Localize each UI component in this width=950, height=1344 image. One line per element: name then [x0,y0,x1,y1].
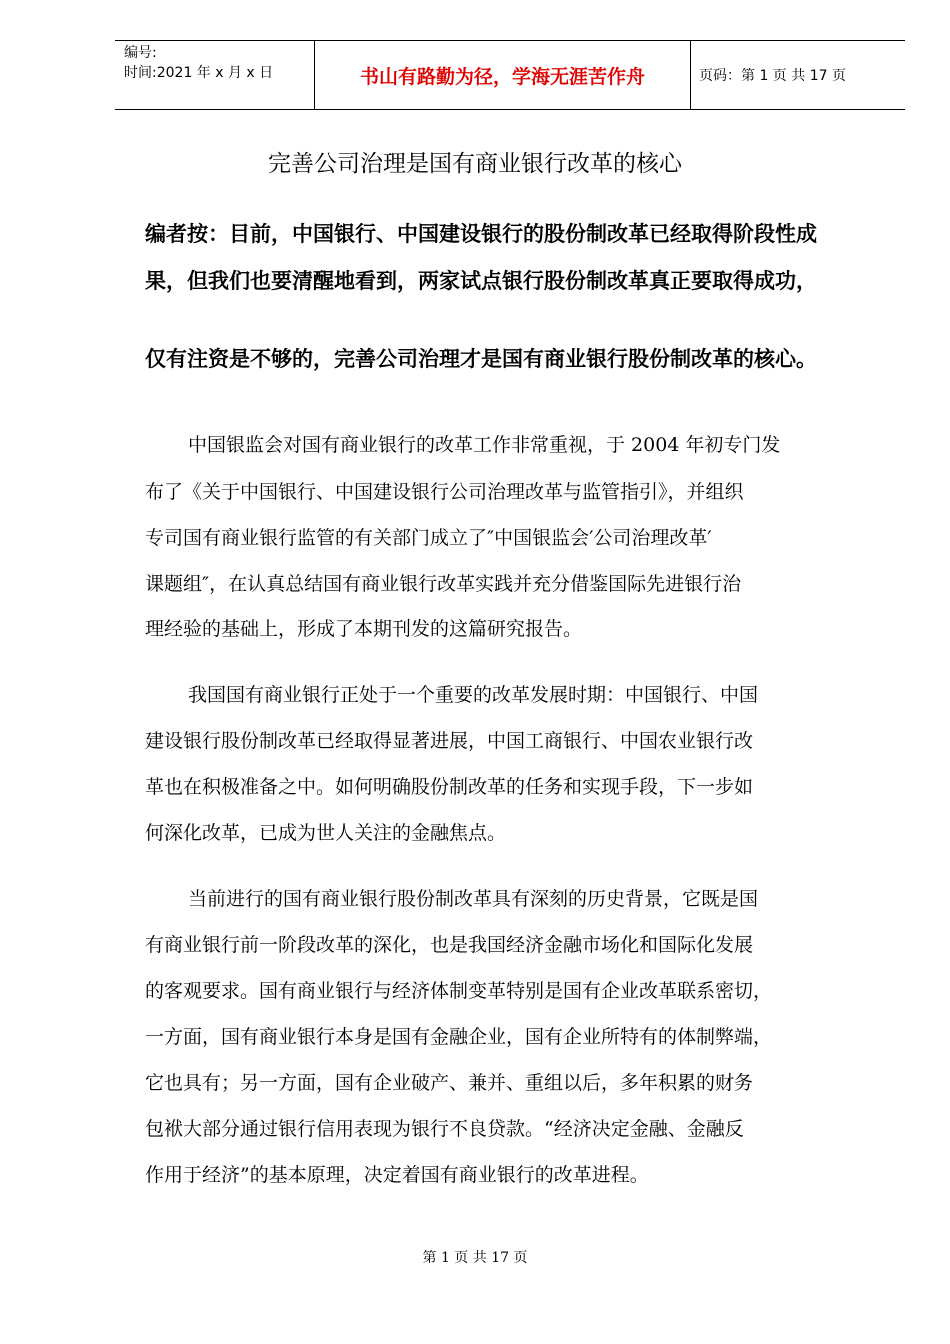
page-footer: 第 1 页 共 17 页 [422,1250,528,1266]
paragraph-2-line-1: 我国国有商业银行正处于一个重要的改革发展时期：中国银行、中国 [188,684,759,706]
paragraph-1-line-1: 中国银监会对国有商业银行的改革工作非常重视，于 2004 年初专门发 [188,434,781,456]
paragraph-3-line-6: 包袱大部分通过银行信用表现为银行不良贷款。“经济决定金融、金融反 [145,1118,744,1140]
editor-note-line-2: 果，但我们也要清醒地看到，两家试点银行股份制改革真正要取得成功， [145,269,817,293]
header-page-info: 页码：第 1 页 共 17 页 [699,68,846,84]
paragraph-3-line-7: 作用于经济”的基本原理，决定着国有商业银行的改革进程。 [145,1164,649,1186]
editor-note-line-1: 编者按：目前，中国银行、中国建设银行的股份制改革已经取得阶段性成 [145,222,817,246]
editor-note-line-3: 仅有注资是不够的，完善公司治理才是国有商业银行股份制改革的核心。 [145,347,817,371]
header-motto: 书山有路勤为径，学海无涯苦作舟 [315,41,691,109]
number-label: 编号: [124,45,157,61]
document-title: 完善公司治理是国有商业银行改革的核心 [268,151,682,177]
paragraph-2-line-2: 建设银行股份制改革已经取得显著进展，中国工商银行、中国农业银行改 [145,730,754,752]
paragraph-3-line-2: 有商业银行前一阶段改革的深化，也是我国经济金融市场化和国际化发展 [145,934,754,956]
paragraph-3-line-1: 当前进行的国有商业银行股份制改革具有深刻的历史背景，它既是国 [188,888,759,910]
paragraph-2-line-3: 革也在积极准备之中。如何明确股份制改革的任务和实现手段，下一步如 [145,776,754,798]
paragraph-1-line-5: 理经验的基础上，形成了本期刊发的这篇研究报告。 [145,618,583,640]
paragraph-1-line-3: 专司国有商业银行监管的有关部门成立了″中国银监会′公司治理改革′ [145,527,712,549]
paragraph-1-line-2: 布了《关于中国银行、中国建设银行公司治理改革与监管指引》，并组织 [145,481,744,503]
paragraph-3-line-5: 它也具有；另一方面，国有企业破产、兼并、重组以后，多年积累的财务 [145,1072,754,1094]
paragraph-2-line-4: 何深化改革，已成为世人关注的金融焦点。 [145,822,507,844]
paragraph-3-line-3: 的客观要求。国有商业银行与经济体制变革特别是国有企业改革联系密切， [145,980,773,1002]
header-meta [115,41,315,109]
paragraph-1-line-4: 课题组″，在认真总结国有商业银行改革实践并充分借鉴国际先进银行治 [145,573,742,595]
time-label: 时间:2021 年 x 月 x 日 [124,65,274,81]
paragraph-3-line-4: 一方面，国有商业银行本身是国有金融企业，国有企业所特有的体制弊端， [145,1026,773,1048]
document-header [115,40,905,110]
